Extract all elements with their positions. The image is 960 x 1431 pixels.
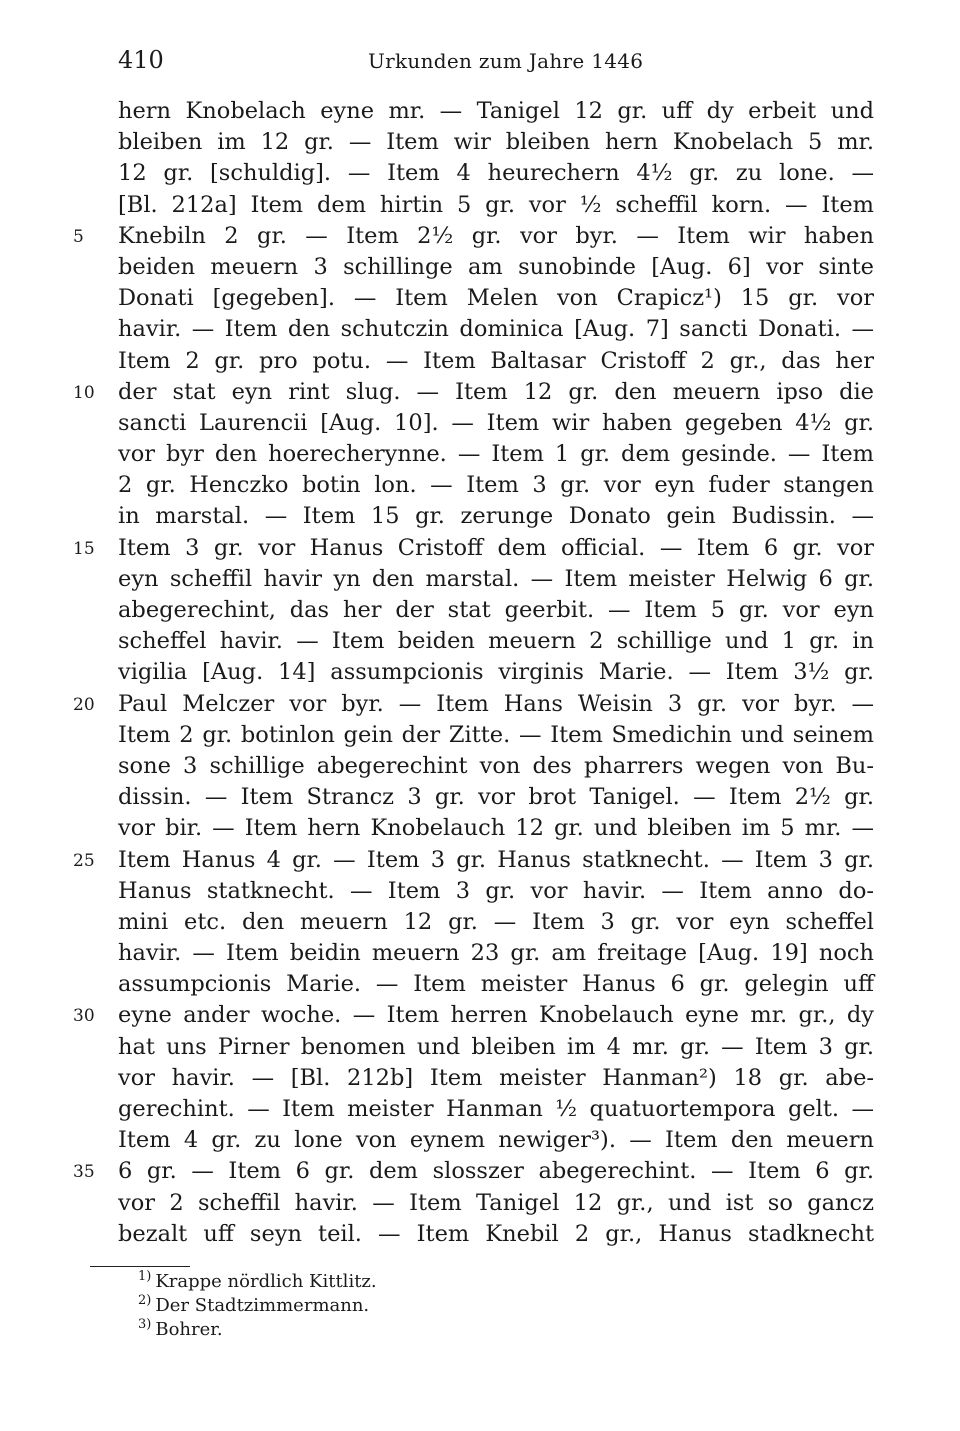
line-text: assumpcionis Marie. — Item meister Hanus 6 gr. gelegin uff [118,971,874,998]
text-line [118,876,874,907]
line-text: Item Hanus 4 gr. — Item 3 gr. Hanus statknecht. — Item 3 gr. [118,846,874,873]
line-text: Item 4 gr. zu lone von eynem newiger³). — Item den meuern [118,1127,874,1154]
text-line [118,283,874,314]
text-line [73,1000,874,1031]
text-line [118,564,874,595]
footnote-text: Bohrer. [155,1319,223,1340]
text-line [118,1188,874,1219]
line-text: Item 2 gr. pro potu. — Item Baltasar Cristoff 2 gr., das her [118,347,874,374]
line-text: beiden meuern 3 schillinge am sunobinde [Aug. 6] vor sinte [118,253,874,280]
line-text: vigilia [Aug. 14] assumpcionis virginis Marie. — Item 3½ gr. [118,659,874,686]
line-text: vor 2 scheffil havir. — Item Tanigel 12 gr., und ist so gancz [118,1189,874,1216]
text-line [73,845,874,876]
text-line [118,96,874,127]
footnote-mark: 3) [138,1317,152,1332]
running-head: Urkunden zum Jahre 1446 [368,49,644,73]
line-text: [Bl. 212a] Item dem hirtin 5 gr. vor ½ scheffil korn. — Item [118,191,874,218]
footnotes [138,1270,738,1342]
text-line [118,252,874,283]
text-line [118,720,874,751]
line-text: abegerechint, das her der stat geerbit. — Item 5 gr. vor eyn [118,597,874,623]
line-text: scheffel havir. — Item beiden meuern 2 schillige und 1 gr. in [118,628,874,655]
footnote [138,1318,738,1342]
text-line [118,1094,874,1125]
text-line [118,626,874,657]
text-line [118,127,874,158]
footnote-text: Der Stadtzimmermann. [155,1295,370,1316]
text-line [118,813,874,844]
line-number: 10 [73,382,95,403]
line-text: vor havir. — [Bl. 212b] Item meister Hanman²) 18 gr. abe- [118,1064,874,1091]
line-text: bezalt uff seyn teil. — Item Knebil 2 gr., Hanus stadknecht [118,1220,874,1247]
text-line [118,782,874,813]
line-text: hat uns Pirner benomen und bleiben im 4 mr. gr. — Item 3 gr. [118,1033,874,1060]
body-text [73,96,874,1250]
text-line [118,346,874,377]
line-text: Donati [gegeben]. — Item Melen von Crapicz¹) 15 gr. vor [118,285,874,312]
line-text: Item 2 gr. botinlon gein der Zitte. — Item Smedichin und seinem [118,721,874,748]
line-text: sancti Laurencii [Aug. 10]. — Item wir haben gegeben 4½ gr. [118,409,874,436]
text-line [118,470,874,501]
footnote-rule [90,1266,190,1267]
text-line [118,408,874,439]
text-line [118,657,874,688]
text-line [118,1219,874,1250]
line-text: havir. — Item den schutczin dominica [Aug. 7] sancti Donati. — [118,316,874,343]
text-line [73,533,874,564]
line-text: 6 gr. — Item 6 gr. dem slosszer abegerechint. — Item 6 gr. [118,1158,874,1185]
line-text: Item 3 gr. vor Hanus Cristoff dem official. — Item 6 gr. vor [118,534,874,561]
footnote-text: Krappe nördlich Kittlitz. [155,1271,377,1292]
line-text: vor byr den hoerecherynne. — Item 1 gr. dem gesinde. — Item [118,441,874,468]
text-line [118,190,874,221]
line-text: in marstal. — Item 15 gr. zerunge Donato gein Budissin. — [118,503,874,530]
footnote-mark: 1) [138,1269,152,1284]
line-text: Hanus statknecht. — Item 3 gr. vor havir. — Item anno do- [118,877,874,904]
text-line [118,158,874,189]
footnote-mark: 2) [138,1293,152,1308]
line-number: 35 [73,1162,95,1183]
line-text: bleiben im 12 gr. — Item wir bleiben hern Knobelach 5 mr. [118,129,874,156]
line-text: der stat eyn rint slug. — Item 12 gr. den meuern ipso die [118,378,874,405]
line-text: gerechint. — Item meister Hanman ½ quatuortempora gelt. — [118,1096,874,1122]
line-text: havir. — Item beidin meuern 23 gr. am freitage [Aug. 19] noch [118,940,874,967]
text-line [118,938,874,969]
text-line [73,221,874,252]
line-text: sone 3 schillige abegerechint von des pharrers wegen von Bu- [118,752,874,779]
text-line [118,751,874,782]
line-text: dissin. — Item Strancz 3 gr. vor brot Tanigel. — Item 2½ gr. [118,784,874,811]
text-line [118,1063,874,1094]
text-line [118,595,874,626]
line-number: 15 [73,538,95,559]
line-text: 12 gr. [schuldig]. — Item 4 heurechern 4½ gr. zu lone. — [118,160,874,187]
text-line [73,1156,874,1187]
line-text: Paul Melczer vor byr. — Item Hans Weisin 3 gr. vor byr. — [118,690,874,717]
line-number: 25 [73,850,95,871]
footnote [138,1294,738,1318]
text-line [118,907,874,938]
text-line [73,689,874,720]
line-text: hern Knobelach eyne mr. — Tanigel 12 gr. uff dy erbeit und [118,98,874,124]
text-line [118,1032,874,1063]
line-text: eyne ander woche. — Item herren Knobelauch eyne mr. gr., dy [118,1002,874,1029]
line-number: 5 [73,226,84,247]
text-line [118,1125,874,1156]
line-text: vor bir. — Item hern Knobelauch 12 gr. und bleiben im 5 mr. — [118,815,874,842]
line-text: Knebiln 2 gr. — Item 2½ gr. vor byr. — Item wir haben [118,222,874,249]
text-line [118,314,874,345]
line-text: eyn scheffil havir yn den marstal. — Item meister Helwig 6 gr. [118,565,874,592]
text-line [118,969,874,1000]
text-line [118,501,874,532]
text-line [73,377,874,408]
footnote [138,1270,738,1294]
text-line [118,439,874,470]
line-number: 30 [73,1006,95,1027]
line-text: mini etc. den meuern 12 gr. — Item 3 gr. vor eyn scheffel [118,908,874,935]
page-number: 410 [118,46,164,74]
line-text: 2 gr. Henczko botin lon. — Item 3 gr. vor eyn fuder stangen [118,472,874,499]
line-number: 20 [73,694,95,715]
